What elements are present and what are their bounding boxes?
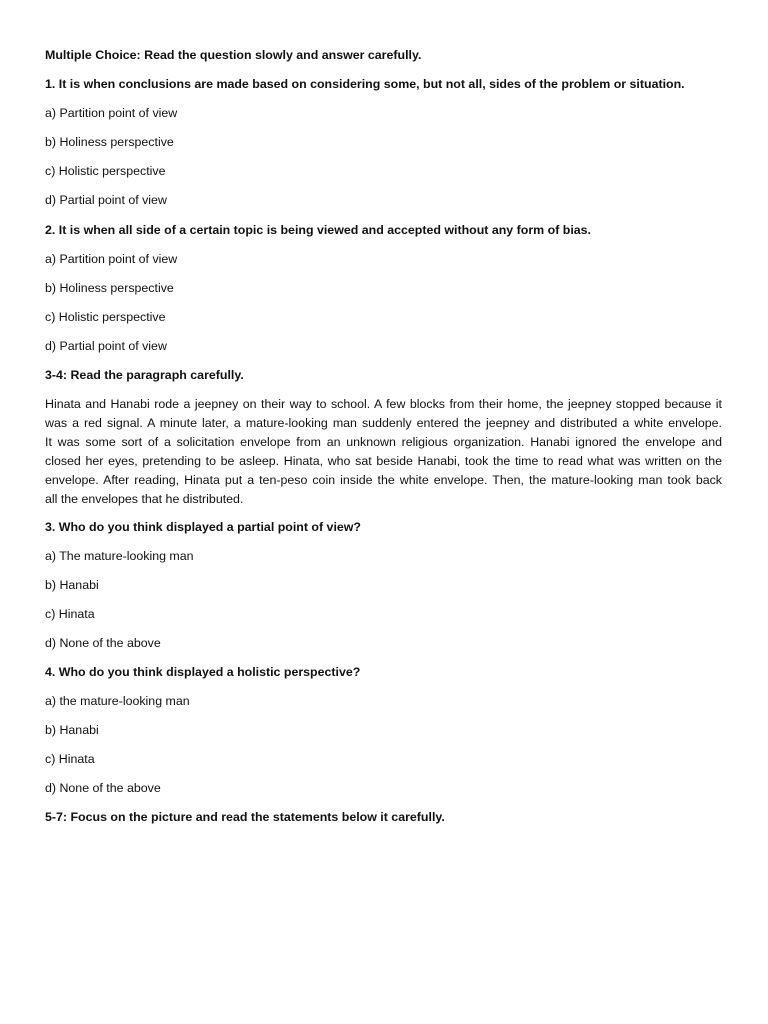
reading-paragraph <box>45 395 722 509</box>
paragraph-line: closed her eyes, pretending to be asleep. Hinata, who sat beside Hanabi, took the time to read what was written on the <box>45 454 722 468</box>
instructions-heading: Multiple Choice: Read the question slowly and answer carefully. <box>45 48 422 62</box>
q3-option-d: d) None of the above <box>45 636 161 650</box>
paragraph-line: It was some sort of a solicitation envelope from an unknown religious organization. Hanabi ignored the envelope and <box>45 435 722 449</box>
paragraph-line: was a red signal. A minute later, a mature-looking man suddenly entered the jeepney and distributed a white envelope. <box>45 416 722 430</box>
question-1: 1. It is when conclusions are made based on considering some, but not all, sides of the problem or situation. <box>45 77 685 91</box>
q2-option-c: c) Holistic perspective <box>45 310 166 324</box>
q4-option-b: b) Hanabi <box>45 723 99 737</box>
q2-option-d: d) Partial point of view <box>45 339 167 353</box>
paragraph-line: all the envelopes that he distributed. <box>45 492 244 506</box>
q3-option-c: c) Hinata <box>45 607 95 621</box>
q1-option-c: c) Holistic perspective <box>45 164 166 178</box>
q1-option-d: d) Partial point of view <box>45 193 167 207</box>
paragraph-line: envelope. After reading, Hinata put a ten-peso coin inside the white envelope. Then, the mature-looking man took back <box>45 473 722 487</box>
q3-option-b: b) Hanabi <box>45 578 99 592</box>
q4-option-c: c) Hinata <box>45 752 95 766</box>
q4-option-a: a) the mature-looking man <box>45 694 190 708</box>
q2-option-b: b) Holiness perspective <box>45 281 174 295</box>
q1-option-b: b) Holiness perspective <box>45 135 174 149</box>
question-2: 2. It is when all side of a certain topic is being viewed and accepted without any form of bias. <box>45 223 591 237</box>
paragraph-line: Hinata and Hanabi rode a jeepney on their way to school. A few blocks from their home, the jeepney stopped because it <box>45 397 722 411</box>
q1-option-a: a) Partition point of view <box>45 106 178 120</box>
q2-option-a: a) Partition point of view <box>45 252 178 266</box>
question-3: 3. Who do you think displayed a partial point of view? <box>45 520 361 534</box>
section-5-7-heading: 5-7: Focus on the picture and read the statements below it carefully. <box>45 810 445 824</box>
question-4: 4. Who do you think displayed a holistic perspective? <box>45 665 361 679</box>
q3-option-a: a) The mature-looking man <box>45 549 194 563</box>
q4-option-d: d) None of the above <box>45 781 161 795</box>
section-3-4-heading: 3-4: Read the paragraph carefully. <box>45 368 244 382</box>
